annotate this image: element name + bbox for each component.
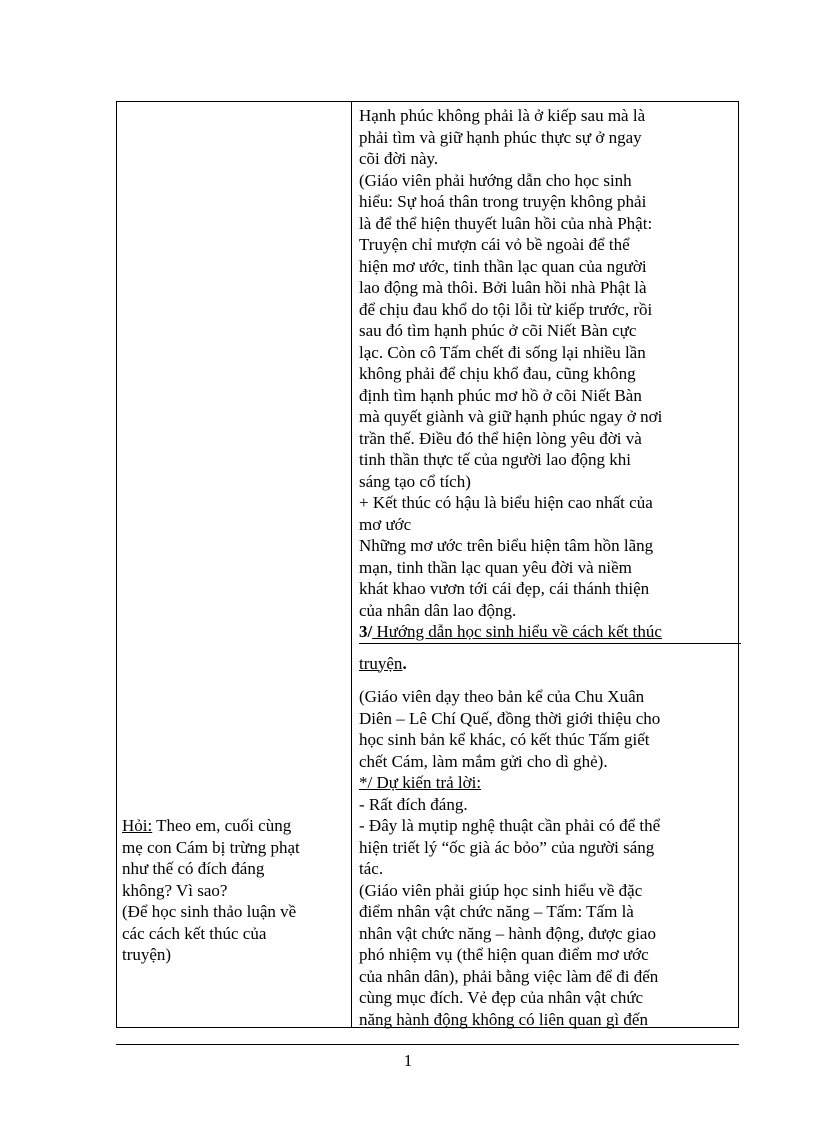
text-line: + Kết thúc có hậu là biểu hiện cao nhất của [359,493,653,512]
text-line: sáng tạo cổ tích) [359,471,471,491]
text-line: để chịu đau khổ do tội lỗi từ kiếp trước, rồi [359,299,653,319]
page-number: 1 [403,1051,413,1070]
section-number: 3/ [359,622,373,641]
text-line: phó nhiệm vụ (thể hiện quan điểm mơ ước [359,945,649,964]
text-line: hiểu: Sự hoá thân trong truyện không phải [359,192,647,211]
content-cell [359,105,737,1030]
text-line: - Rất đích đáng. [359,794,468,814]
question-line: không? Vì sao? [122,880,228,900]
text-line: là để thể hiện thuyết luân hồi của nhà Phật: [359,213,653,233]
text-line: (Giáo viên phải giúp học sinh hiểu về đặc [359,880,643,900]
content-block-1 [359,105,737,621]
text-line: của nhân dân lao động. [359,600,517,620]
lesson-table [116,101,739,1028]
text-line: sau đó tìm hạnh phúc ở cõi Niết Bàn cực [359,321,637,340]
text-line: hiện triết lý “ốc già ác bỏo” của người sáng [359,837,655,857]
text-line: điểm nhân vật chức năng – Tấm: Tấm là [359,902,634,921]
text-line: (Giáo viên dạy theo bản kể của Chu Xuân [359,687,645,706]
footer-rule [116,1044,739,1045]
question-cell [122,815,348,966]
text-line: cùng mục đích. Vẻ đẹp của nhân vật chức [359,988,644,1007]
text-line: cõi đời này. [359,149,439,168]
text-line: của nhân dân), phải bằng việc làm để đi đến [359,966,659,986]
question-line: các cách kết thúc của [122,923,267,943]
question-line: mẹ con Cám bị trừng phạt [122,837,300,857]
text-line: tinh thần thực tế của người lao động khi [359,450,631,469]
text-line: Diên – Lê Chí Quế, đồng thời giới thiệu cho [359,708,661,728]
text-line: không phải để chịu khổ đau, cũng không [359,364,636,383]
text-line: lao động mà thôi. Bởi luân hồi nhà Phật là [359,278,647,297]
question-line: (Để học sinh thảo luận về [122,902,297,921]
text-line: nhân vật chức năng – hành động, được giao [359,923,656,943]
content-block-2 [359,686,737,772]
section-heading-cont: truyện. [359,653,407,673]
text-line: định tìm hạnh phúc mơ hồ ở cõi Niết Bàn [359,385,642,405]
text-line: mơ ước [359,514,412,534]
section-title: Hướng dẫn học sinh hiểu về cách kết thúc [372,622,662,641]
spacer [359,674,737,686]
text-line: học sinh bản kể khác, có kết thúc Tấm giết [359,730,650,749]
question-label: Hỏi: [122,816,153,835]
content-block-3 [359,794,737,1031]
text-line: hiện mơ ước, tinh thần lạc quan của người [359,256,647,276]
text-line: mà quyết giành và giữ hạnh phúc ngay ở nơi [359,407,663,426]
text-line: chết Cám, làm mắm gửi cho dì ghẻ). [359,751,608,771]
text-line: Hạnh phúc không phải là ở kiếp sau mà là [359,106,646,125]
section-title-cont: truyện [359,653,403,673]
text-line: - Đây là mụtip nghệ thuật cần phải có để thể [359,816,661,835]
text-line: phải tìm và giữ hạnh phúc thực sự ở ngay [359,127,642,147]
text-line: lạc. Còn cô Tấm chết đi sống lại nhiều lần [359,342,646,362]
text-line: năng hành động không có liên quan gì đến [359,1009,648,1029]
question-line: truyện) [122,945,172,964]
section-heading [359,621,741,644]
text-line: Những mơ ước trên biểu hiện tâm hồn lãng [359,536,654,555]
question-line: như thế có đích đáng [122,859,265,878]
text-line: Truyện chỉ mượn cái vỏ bề ngoài để thể [359,235,630,254]
text-line: mạn, tinh thần lạc quan yêu đời và niềm [359,557,632,577]
question-line: Hỏi: Theo em, cuối cùng [122,816,292,835]
text-line: khát khao vươn tới cái đẹp, cái thánh thiện [359,579,650,598]
answer-heading: */ Dự kiến trả lời: [359,773,482,792]
text-line: trần thế. Điều đó thể hiện lòng yêu đời và [359,428,642,448]
text-line: (Giáo viên phải hướng dẫn cho học sinh [359,170,632,190]
text-line: tác. [359,859,384,878]
column-divider [351,102,352,1027]
